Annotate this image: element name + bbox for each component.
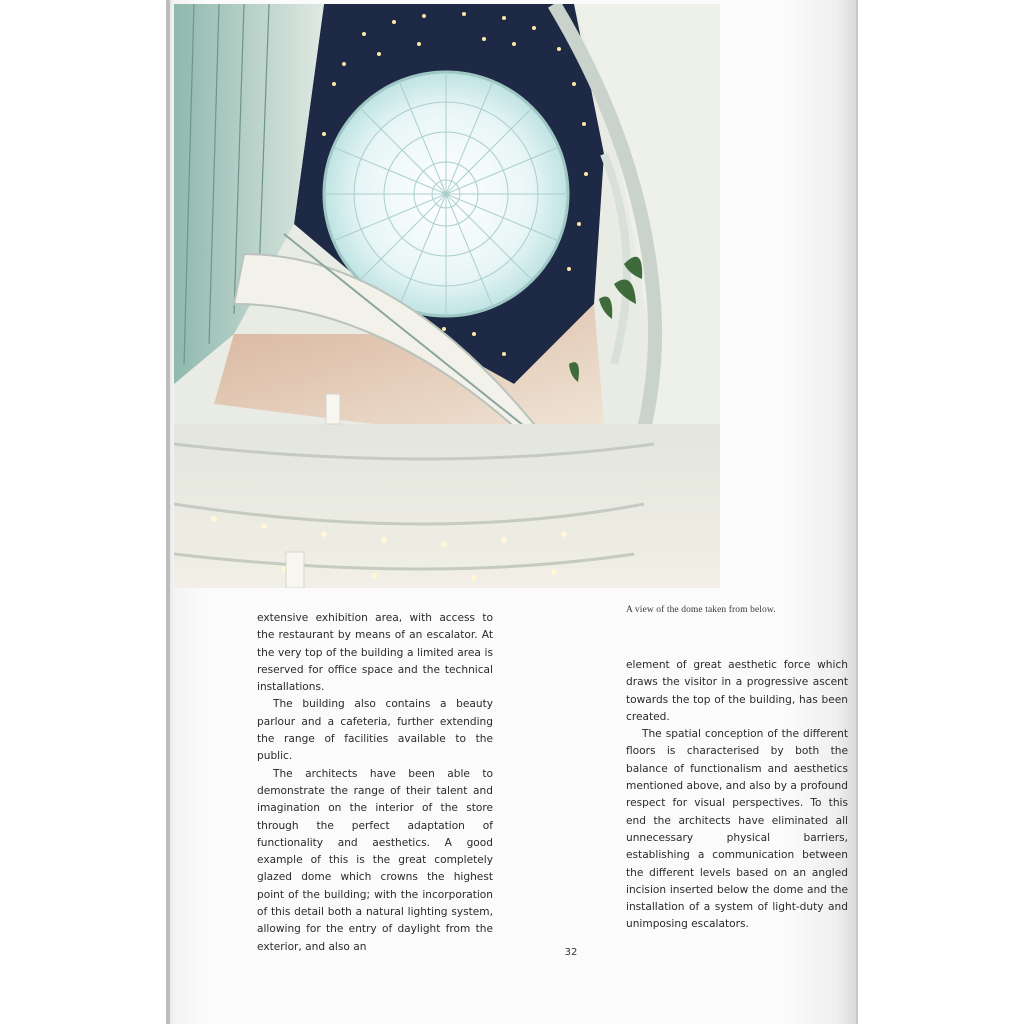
paragraph: The spatial conception of the different floors is characterised by both the balance of functionalism and aesthetics mentioned above, and also by a profound respect for visual perspectives. To this end the architects have eliminated all unnecessary physical barriers, establishing a communication between the different levels based on an angled incision inserted below the dome and the installation of a system of light-duty and unimposing escalators.	[626, 728, 848, 931]
paragraph: extensive exhibition area, with access to the restaurant by means of an escalator. At the very top of the building a limited area is reserved for office space and the technical installations.	[257, 612, 493, 694]
photo-caption: A view of the dome taken from below.	[626, 605, 776, 615]
paragraph: The architects have been able to demonstrate the range of their talent and imagination on the interior of the store through the perfect adaptation of functionality and aesthetics. A good example of this is the great completely glazed dome which crowns the highest point of the building; with the incorporation of this detail both a natural lighting system, allowing for the entry of daylight from the exterior, and also an	[257, 767, 493, 953]
dome-atrium-photo	[174, 4, 720, 588]
page-edge	[856, 0, 858, 1024]
paragraph: The building also contains a beauty parlour and a cafeteria, further extending the range of facilities available to the public.	[257, 698, 493, 763]
page-gutter	[166, 0, 170, 1024]
text-column-left	[257, 610, 493, 956]
paragraph: element of great aesthetic force which draws the visitor in a progressive ascent towards the top of the building, has been created.	[626, 659, 848, 723]
text-column-right	[626, 657, 848, 934]
page-number: 32	[564, 947, 578, 958]
